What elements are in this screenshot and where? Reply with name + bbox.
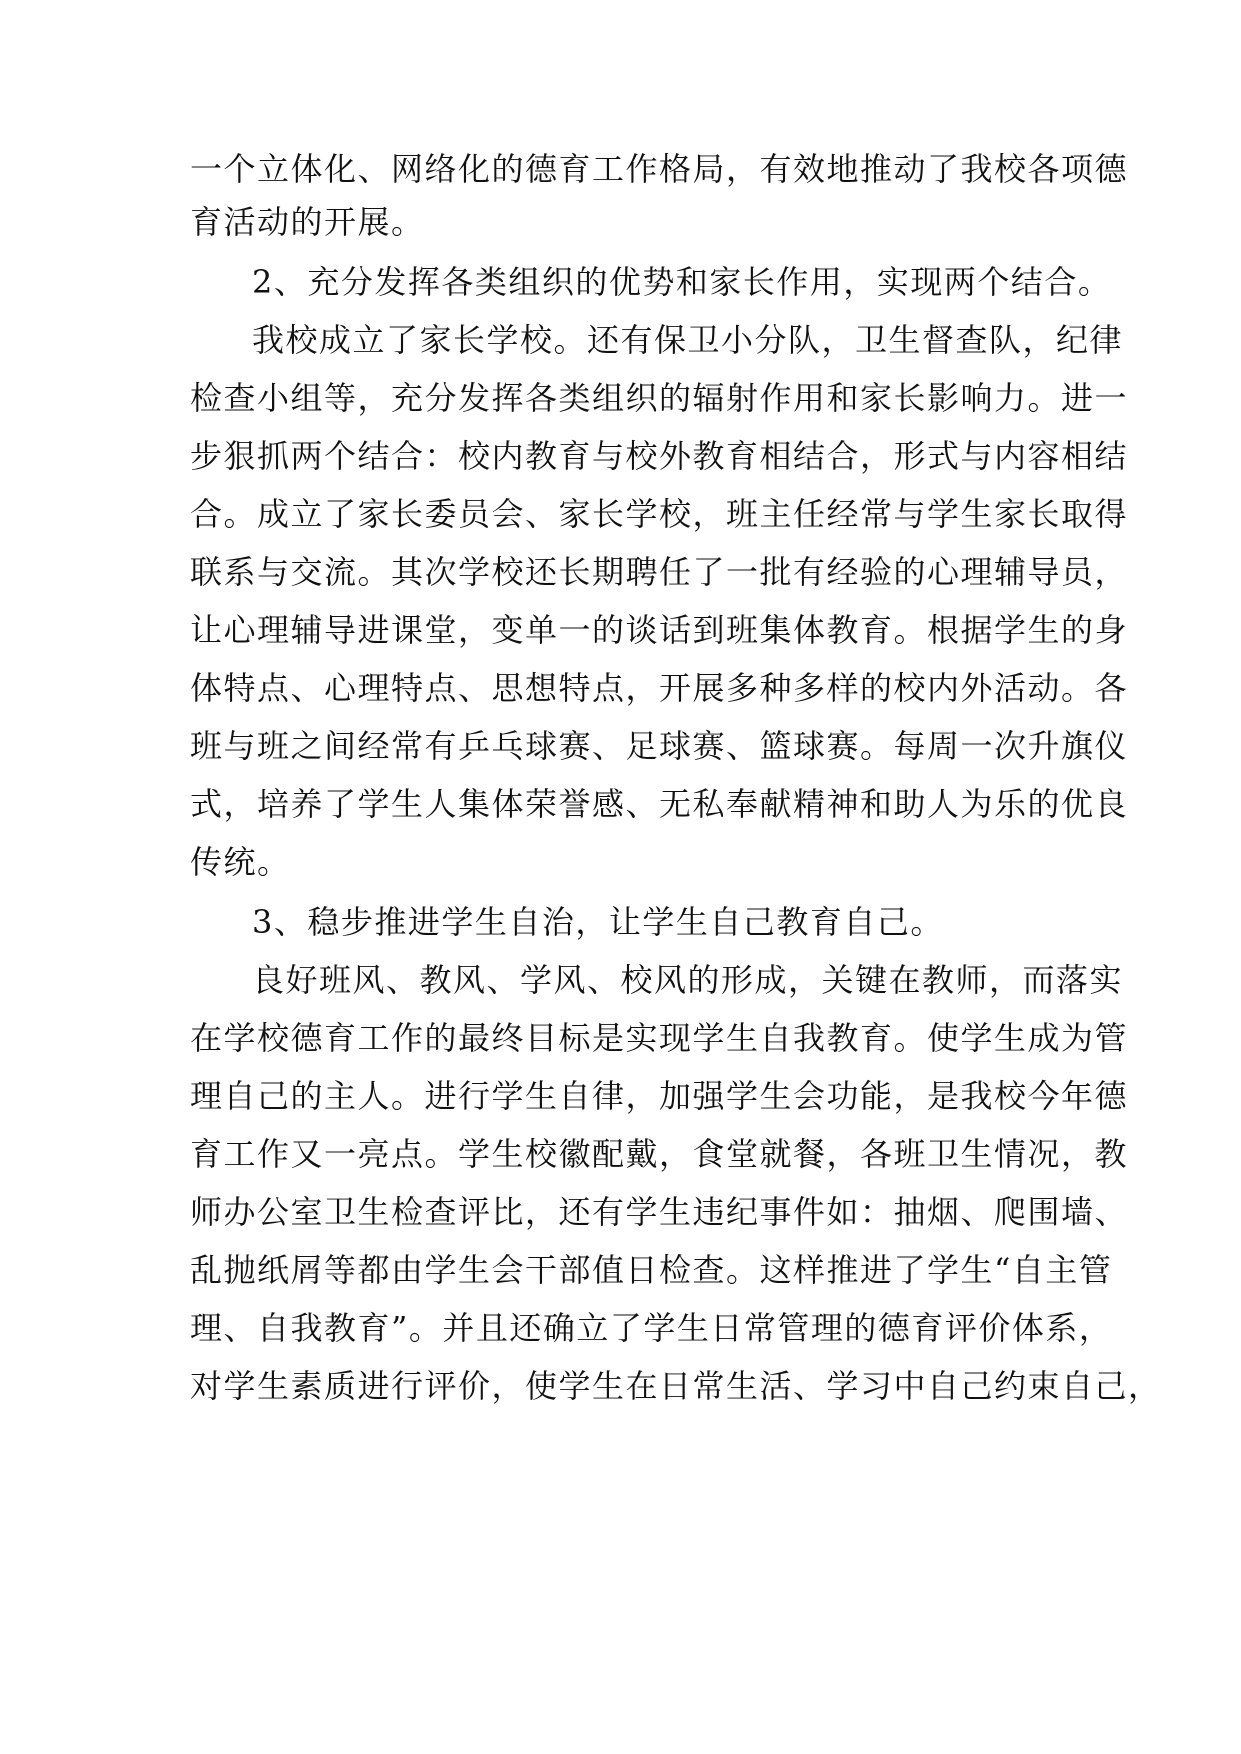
text-line: 在学校德育工作的最终目标是实现学生自我教育。使学生成为管 <box>190 1019 1129 1057</box>
text-line: 合。成立了家长委员会、家长学校，班主任经常与学生家长取得 <box>190 495 1129 533</box>
text-line: 一个立体化、网络化的德育工作格局，有效地推动了我校各项德 <box>190 150 1129 188</box>
text-line: 让心理辅导进课堂，变单一的谈话到班集体教育。根据学生的身 <box>190 611 1129 649</box>
text-line: 检查小组等，充分发挥各类组织的辐射作用和家长影响力。进一 <box>190 379 1129 417</box>
section-heading: 2、充分发挥各类组织的优势和家长作用，实现两个结合。 <box>252 263 1112 301</box>
text-line: 步狠抓两个结合：校内教育与校外教育相结合，形式与内容相结 <box>190 437 1129 475</box>
section-heading: 3、稳步推进学生自治，让学生自己教育自己。 <box>252 903 944 941</box>
text-line: 良好班风、教风、学风、校风的形成，关键在教师，而落实 <box>252 961 1124 999</box>
text-line: 对学生素质进行评价，使学生在日常生活、学习中自己约束自己， <box>190 1367 1162 1405</box>
text-line: 理自己的主人。进行学生自律，加强学生会功能，是我校今年德 <box>190 1077 1129 1115</box>
text-line: 式，培养了学生人集体荣誉感、无私奉献精神和助人为乐的优良 <box>190 785 1129 823</box>
text-line: 联系与交流。其次学校还长期聘任了一批有经验的心理辅导员， <box>190 553 1129 591</box>
text-line: 体特点、心理特点、思想特点，开展多种多样的校内外活动。各 <box>190 669 1129 707</box>
text-line: 我校成立了家长学校。还有保卫小分队，卫生督查队，纪律 <box>252 321 1124 359</box>
text-line: 乱抛纸屑等都由学生会干部值日检查。这样推进了学生“自主管 <box>190 1251 1113 1289</box>
text-line: 育活动的开展。 <box>190 203 425 241</box>
text-line: 育工作又一亮点。学生校徽配戴，食堂就餐，各班卫生情况，教 <box>190 1135 1129 1173</box>
text-line: 理、自我教育”。并且还确立了学生日常管理的德育评价体系， <box>190 1309 1113 1347</box>
text-line: 师办公室卫生检查评比，还有学生违纪事件如：抽烟、爬围墙、 <box>190 1193 1129 1231</box>
text-line: 班与班之间经常有乒乓球赛、足球赛、篮球赛。每周一次升旗仪 <box>190 727 1129 765</box>
text-line: 传统。 <box>190 843 291 881</box>
